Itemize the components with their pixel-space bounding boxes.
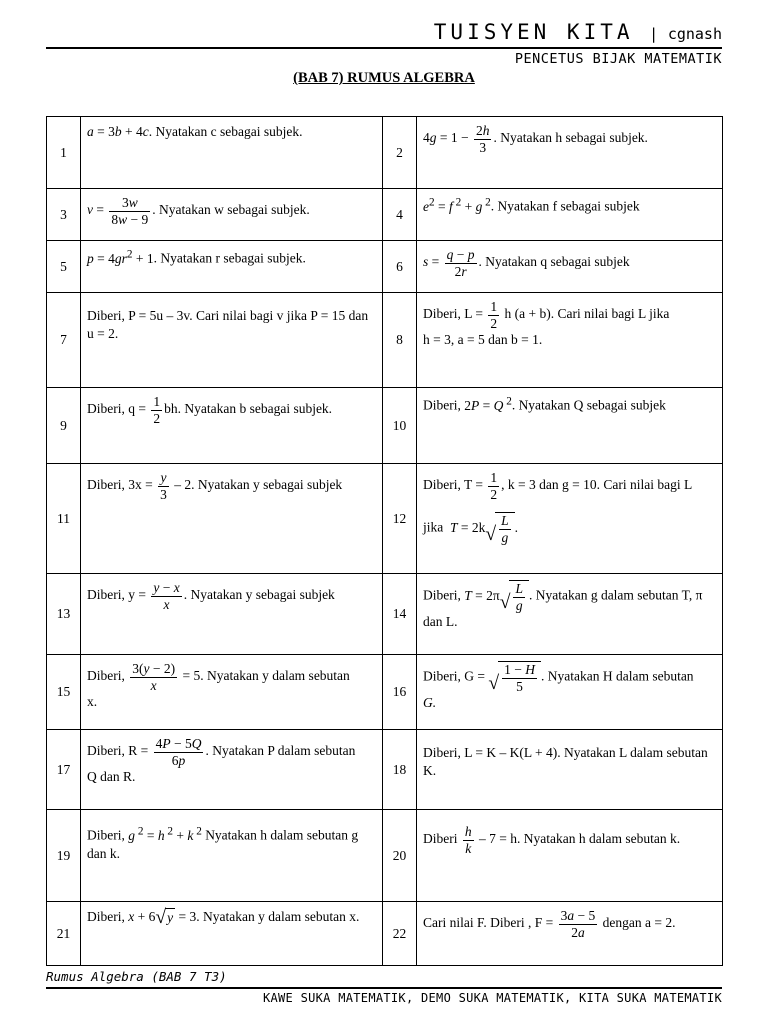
brand-author: cgnash — [667, 25, 722, 43]
question-text: . Nyatakan r sebagai subjek. — [153, 250, 306, 266]
fraction-half: $\frac{1}{2}$ — [490, 299, 498, 331]
question-number: 1 — [47, 117, 81, 189]
question-2 — [417, 117, 723, 189]
question-prefix: Diberi, q = — [87, 401, 146, 417]
fraction-y-over-3: $\frac{y}{3}$ — [160, 470, 167, 502]
question-text: – 2. Nyatakan y sebagai subjek — [174, 477, 343, 493]
question-number: 18 — [383, 730, 417, 810]
question-17 — [81, 730, 383, 810]
question-6 — [417, 241, 723, 293]
question-text: = 5. Nyatakan y dalam sebutan — [182, 668, 350, 684]
question-8 — [417, 293, 723, 388]
question-15 — [81, 655, 383, 730]
question-text: Nyatakan h dalam sebutan g — [205, 827, 359, 843]
question-1 — [81, 117, 383, 189]
formula: g $^2$ = h $^2$ + k $^2$ — [128, 825, 202, 843]
question-4 — [417, 189, 723, 241]
question-prefix: Diberi, R = — [87, 743, 149, 759]
question-number: 22 — [383, 902, 417, 966]
question-text: . Nyatakan f sebagai subjek — [490, 198, 640, 214]
fraction: $\frac{3a - 5}{2a}$ — [560, 908, 596, 940]
question-text: Diberi, P = 5u – 3v. Cari nilai bagi v jika P = 15 dan u = 2. — [87, 308, 369, 342]
question-number: 14 — [383, 574, 417, 655]
question-text: . Nyatakan Q sebagai subjek — [511, 397, 666, 413]
question-22 — [417, 902, 723, 966]
question-text: . Nyatakan y sebagai subjek — [183, 587, 335, 603]
question-number: 12 — [383, 464, 417, 574]
formula: √ $\frac{1 - H}{5}$ — [488, 669, 541, 684]
question-text: . Nyatakan w sebagai subjek. — [152, 202, 310, 218]
question-18 — [417, 730, 723, 810]
formula: x + 6 √ y — [128, 907, 174, 929]
page-title — [0, 70, 768, 87]
table-row — [47, 117, 723, 189]
question-number: 15 — [47, 655, 81, 730]
question-text-2: G. — [423, 695, 437, 711]
header-rule — [46, 47, 722, 49]
table-row — [47, 574, 723, 655]
question-prefix: Diberi, 3x = — [87, 477, 153, 493]
fraction-half: $\frac{1}{2}$ — [490, 470, 498, 502]
question-text-2: Q dan R. — [87, 769, 136, 785]
question-text: = 3. Nyatakan y dalam sebutan x. — [178, 909, 360, 924]
question-number: 10 — [383, 388, 417, 464]
fraction-h-over-k: $\frac{h}{k}$ — [464, 824, 472, 856]
question-prefix: Diberi, — [423, 397, 461, 413]
formula: T = 2π √ $\frac{L}{g}$ — [464, 588, 529, 603]
brand-tagline: PENCETUS BIJAK MATEMATIK — [514, 51, 722, 67]
table-row — [47, 655, 723, 730]
question-text: . Nyatakan g dalam sebutan T, π — [528, 587, 703, 603]
brand-header — [434, 20, 722, 44]
question-number: 6 — [383, 241, 417, 293]
question-9 — [81, 388, 383, 464]
question-text: . Nyatakan H dalam sebutan — [540, 668, 694, 684]
formula: v = $\frac{3w}{8w - 9}$ — [87, 195, 149, 227]
question-prefix: Diberi, y = — [87, 587, 146, 603]
question-11 — [81, 464, 383, 574]
footer-rule — [46, 987, 722, 989]
question-21 — [81, 902, 383, 966]
footer-motto: KAWE SUKA MATEMATIK, DEMO SUKA MATEMATIK, KITA SUKA MATEMATIK — [262, 991, 722, 1005]
question-5 — [81, 241, 383, 293]
question-text: . Nyatakan c sebagai subjek. — [148, 124, 303, 139]
table-row — [47, 810, 723, 902]
question-text-2: dan L. — [423, 614, 458, 630]
question-number: 3 — [47, 189, 81, 241]
question-text: Diberi, L = K – K(L + 4). Nyatakan L dalam sebutan K. — [423, 745, 708, 779]
formula: 4g = 1 − $\frac{2h}{3}$ — [423, 123, 490, 155]
formula: 2P = Q $^2$ — [464, 395, 512, 413]
question-12 — [417, 464, 723, 574]
question-prefix: Diberi, G = — [423, 668, 485, 684]
question-number: 17 — [47, 730, 81, 810]
question-16 — [417, 655, 723, 730]
question-7 — [81, 293, 383, 388]
footer-chapter: Rumus Algebra (BAB 7 T3) — [46, 969, 227, 984]
question-number: 4 — [383, 189, 417, 241]
question-text: . Nyatakan P dalam sebutan — [205, 743, 356, 759]
table-row — [47, 388, 723, 464]
question-number: 13 — [47, 574, 81, 655]
question-3 — [81, 189, 383, 241]
question-prefix: Cari nilai F. Diberi , F = — [423, 915, 554, 931]
brand-separator: | — [649, 25, 659, 43]
question-prefix: Diberi, T = — [423, 477, 483, 493]
table-row — [47, 241, 723, 293]
question-number: 7 — [47, 293, 81, 388]
question-number: 5 — [47, 241, 81, 293]
question-prefix: Diberi, — [423, 587, 461, 603]
table-row — [47, 293, 723, 388]
question-prefix: Diberi, — [87, 668, 125, 684]
question-text: , k = 3 dan g = 10. Cari nilai bagi L — [501, 477, 693, 493]
fraction: $\frac{y - x}{x}$ — [153, 580, 180, 612]
question-10 — [417, 388, 723, 464]
question-text-2: x. — [87, 694, 98, 710]
question-number: 8 — [383, 293, 417, 388]
question-text: dengan a = 2. — [602, 915, 676, 931]
question-20 — [417, 810, 723, 902]
formula: a = 3b + 4c — [87, 124, 149, 139]
question-text: . Nyatakan q sebagai subjek — [478, 254, 630, 270]
question-number: 16 — [383, 655, 417, 730]
question-number: 11 — [47, 464, 81, 574]
fraction-half: $\frac{1}{2}$ — [153, 394, 161, 426]
question-prefix: Diberi — [423, 831, 458, 847]
question-text-2: h = 3, a = 5 dan b = 1. — [423, 332, 543, 348]
question-text-2: jika — [423, 519, 444, 535]
question-14 — [417, 574, 723, 655]
question-text: h (a + b). Cari nilai bagi L jika — [504, 306, 670, 322]
question-13 — [81, 574, 383, 655]
question-number: 2 — [383, 117, 417, 189]
formula: s = $\frac{q - p}{2r}$ — [423, 247, 475, 279]
page-title-text: (BAB 7) RUMUS ALGEBRA — [293, 70, 475, 86]
formula: T = 2k √ $\frac{L}{g}$ . — [450, 513, 519, 546]
table-row — [47, 189, 723, 241]
question-number: 21 — [47, 902, 81, 966]
brand-title: TUISYEN KITA — [433, 20, 634, 44]
table-row — [47, 464, 723, 574]
question-text: bh. Nyatakan b sebagai subjek. — [164, 401, 333, 417]
fraction: $\frac{3(y - 2)}{x}$ — [132, 661, 176, 693]
fraction: $\frac{4P - 5Q}{6p}$ — [155, 736, 202, 768]
table-row — [47, 730, 723, 810]
question-number: 19 — [47, 810, 81, 902]
question-number: 20 — [383, 810, 417, 902]
question-19 — [81, 810, 383, 902]
question-prefix: Diberi, — [87, 827, 125, 843]
question-number: 9 — [47, 388, 81, 464]
table-row — [47, 902, 723, 966]
formula: $p = 4gr^2 + 1$ — [87, 248, 154, 266]
question-prefix: Diberi, — [87, 909, 125, 924]
question-table — [46, 116, 723, 966]
question-prefix: Diberi, L = — [423, 306, 483, 322]
formula: $e^2 = f$ $^2$ + g $^2$ — [423, 196, 491, 214]
question-text: – 7 = h. Nyatakan h dalam sebutan k. — [479, 831, 681, 847]
question-text: . Nyatakan h sebagai subjek. — [493, 130, 648, 146]
question-text-2: dan k. — [87, 845, 120, 861]
